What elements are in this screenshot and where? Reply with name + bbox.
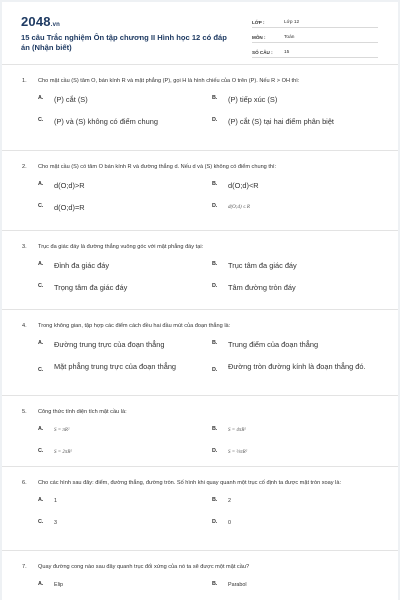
question-number: 4. [22, 323, 27, 329]
question-7 [2, 550, 398, 600]
option-c[interactable]: C. S = 2πR² [38, 448, 72, 455]
question-number: 5. [22, 409, 27, 415]
page-title: 15 câu Trắc nghiệm Ôn tập chương II Hình học 12 có đáp án (Nhận biết) [21, 33, 227, 52]
option-a[interactable]: A. d(O;d)>R [38, 181, 85, 190]
option-c[interactable]: C. Mặt phẳng trung trực của đoạn thẳng [38, 362, 177, 373]
option-a[interactable]: A. Đường trung trực của đoạn thẳng [38, 340, 165, 349]
question-1 [2, 64, 398, 150]
option-c[interactable]: C. 3 [38, 519, 57, 526]
question-list [2, 64, 398, 600]
option-b[interactable]: B. d(O;d)<R [212, 181, 259, 190]
question-number: 2. [22, 164, 27, 170]
option-b[interactable]: B. S = 4πR² [212, 426, 246, 433]
option-a[interactable]: A. Elip [38, 581, 63, 588]
option-c[interactable]: C. (P) và (S) không có điểm chung [38, 117, 158, 126]
option-d[interactable]: D. d(O;d) ≤ R [212, 203, 250, 210]
option-d[interactable]: D. (P) cắt (S) tại hai điểm phân biệt [212, 117, 334, 126]
question-text: Cho các hình sau đây: điểm, đường thẳng, đường tròn. Số hình khi quay quanh một trục cố định ta được mặt tròn xoay là: [38, 480, 342, 486]
page-header [2, 2, 398, 64]
option-b[interactable]: B. Trung điểm của đoạn thẳng [212, 340, 319, 349]
question-5 [2, 395, 398, 466]
question-number: 1. [22, 78, 27, 84]
quiz-meta [252, 16, 378, 61]
option-a[interactable]: A. (P) cắt (S) [38, 95, 88, 104]
question-text: Quay đường cong nào sau đây quanh trục đối xứng của nó ta sẽ được một mặt cầu? [38, 564, 250, 570]
meta-subject: MÔN : Toán [252, 31, 378, 43]
meta-grade: LỚP : Lớp 12 [252, 16, 378, 28]
question-4 [2, 309, 398, 395]
question-3 [2, 230, 398, 309]
question-6 [2, 466, 398, 550]
option-d[interactable]: D. S = ⅔πR² [212, 448, 248, 455]
option-b[interactable]: B. Parabol [212, 581, 247, 588]
question-text: Cho mặt cầu (S) tâm O, bán kính R và mặt phẳng (P), gọi H là hình chiếu của O trên (P). Nếu R > OH thì: [38, 78, 300, 84]
option-d[interactable]: D. Đường tròn đường kính là đoạn thẳng đó. [212, 362, 366, 373]
question-number: 3. [22, 244, 27, 250]
option-c[interactable]: C. d(O;d)=R [38, 203, 85, 212]
option-d[interactable]: D. Tâm đường tròn đáy [212, 283, 296, 292]
option-c[interactable]: C. Trọng tâm đa giác đáy [38, 283, 128, 292]
question-text: Cho mặt cầu (S) có tâm O bán kính R và đường thẳng d. Nếu d và (S) không có điểm chung thì: [38, 164, 277, 170]
question-number: 6. [22, 480, 27, 486]
question-number: 7. [22, 564, 27, 570]
question-text: Trục đa giác đáy là đường thẳng vuông góc với mặt phẳng đáy tại: [38, 244, 204, 250]
meta-question-count: SỐ CÂU : 15 [252, 46, 378, 58]
option-b[interactable]: B. (P) tiếp xúc (S) [212, 95, 278, 104]
site-logo[interactable]: 2048.vn [21, 14, 61, 29]
option-d[interactable]: D. 0 [212, 519, 231, 526]
question-text: Trong không gian, tập hợp các điểm cách đều hai đầu mút của đoạn thẳng là: [38, 323, 231, 329]
document-page [2, 2, 398, 600]
question-text: Công thức tính diện tích mặt cầu là: [38, 409, 127, 415]
option-a[interactable]: A. 1 [38, 497, 57, 504]
option-b[interactable]: B. 2 [212, 497, 231, 504]
option-a[interactable]: A. S = πR² [38, 426, 70, 433]
question-2 [2, 150, 398, 230]
option-a[interactable]: A. Đỉnh đa giác đáy [38, 261, 110, 270]
option-b[interactable]: B. Trục tâm đa giác đáy [212, 261, 297, 270]
